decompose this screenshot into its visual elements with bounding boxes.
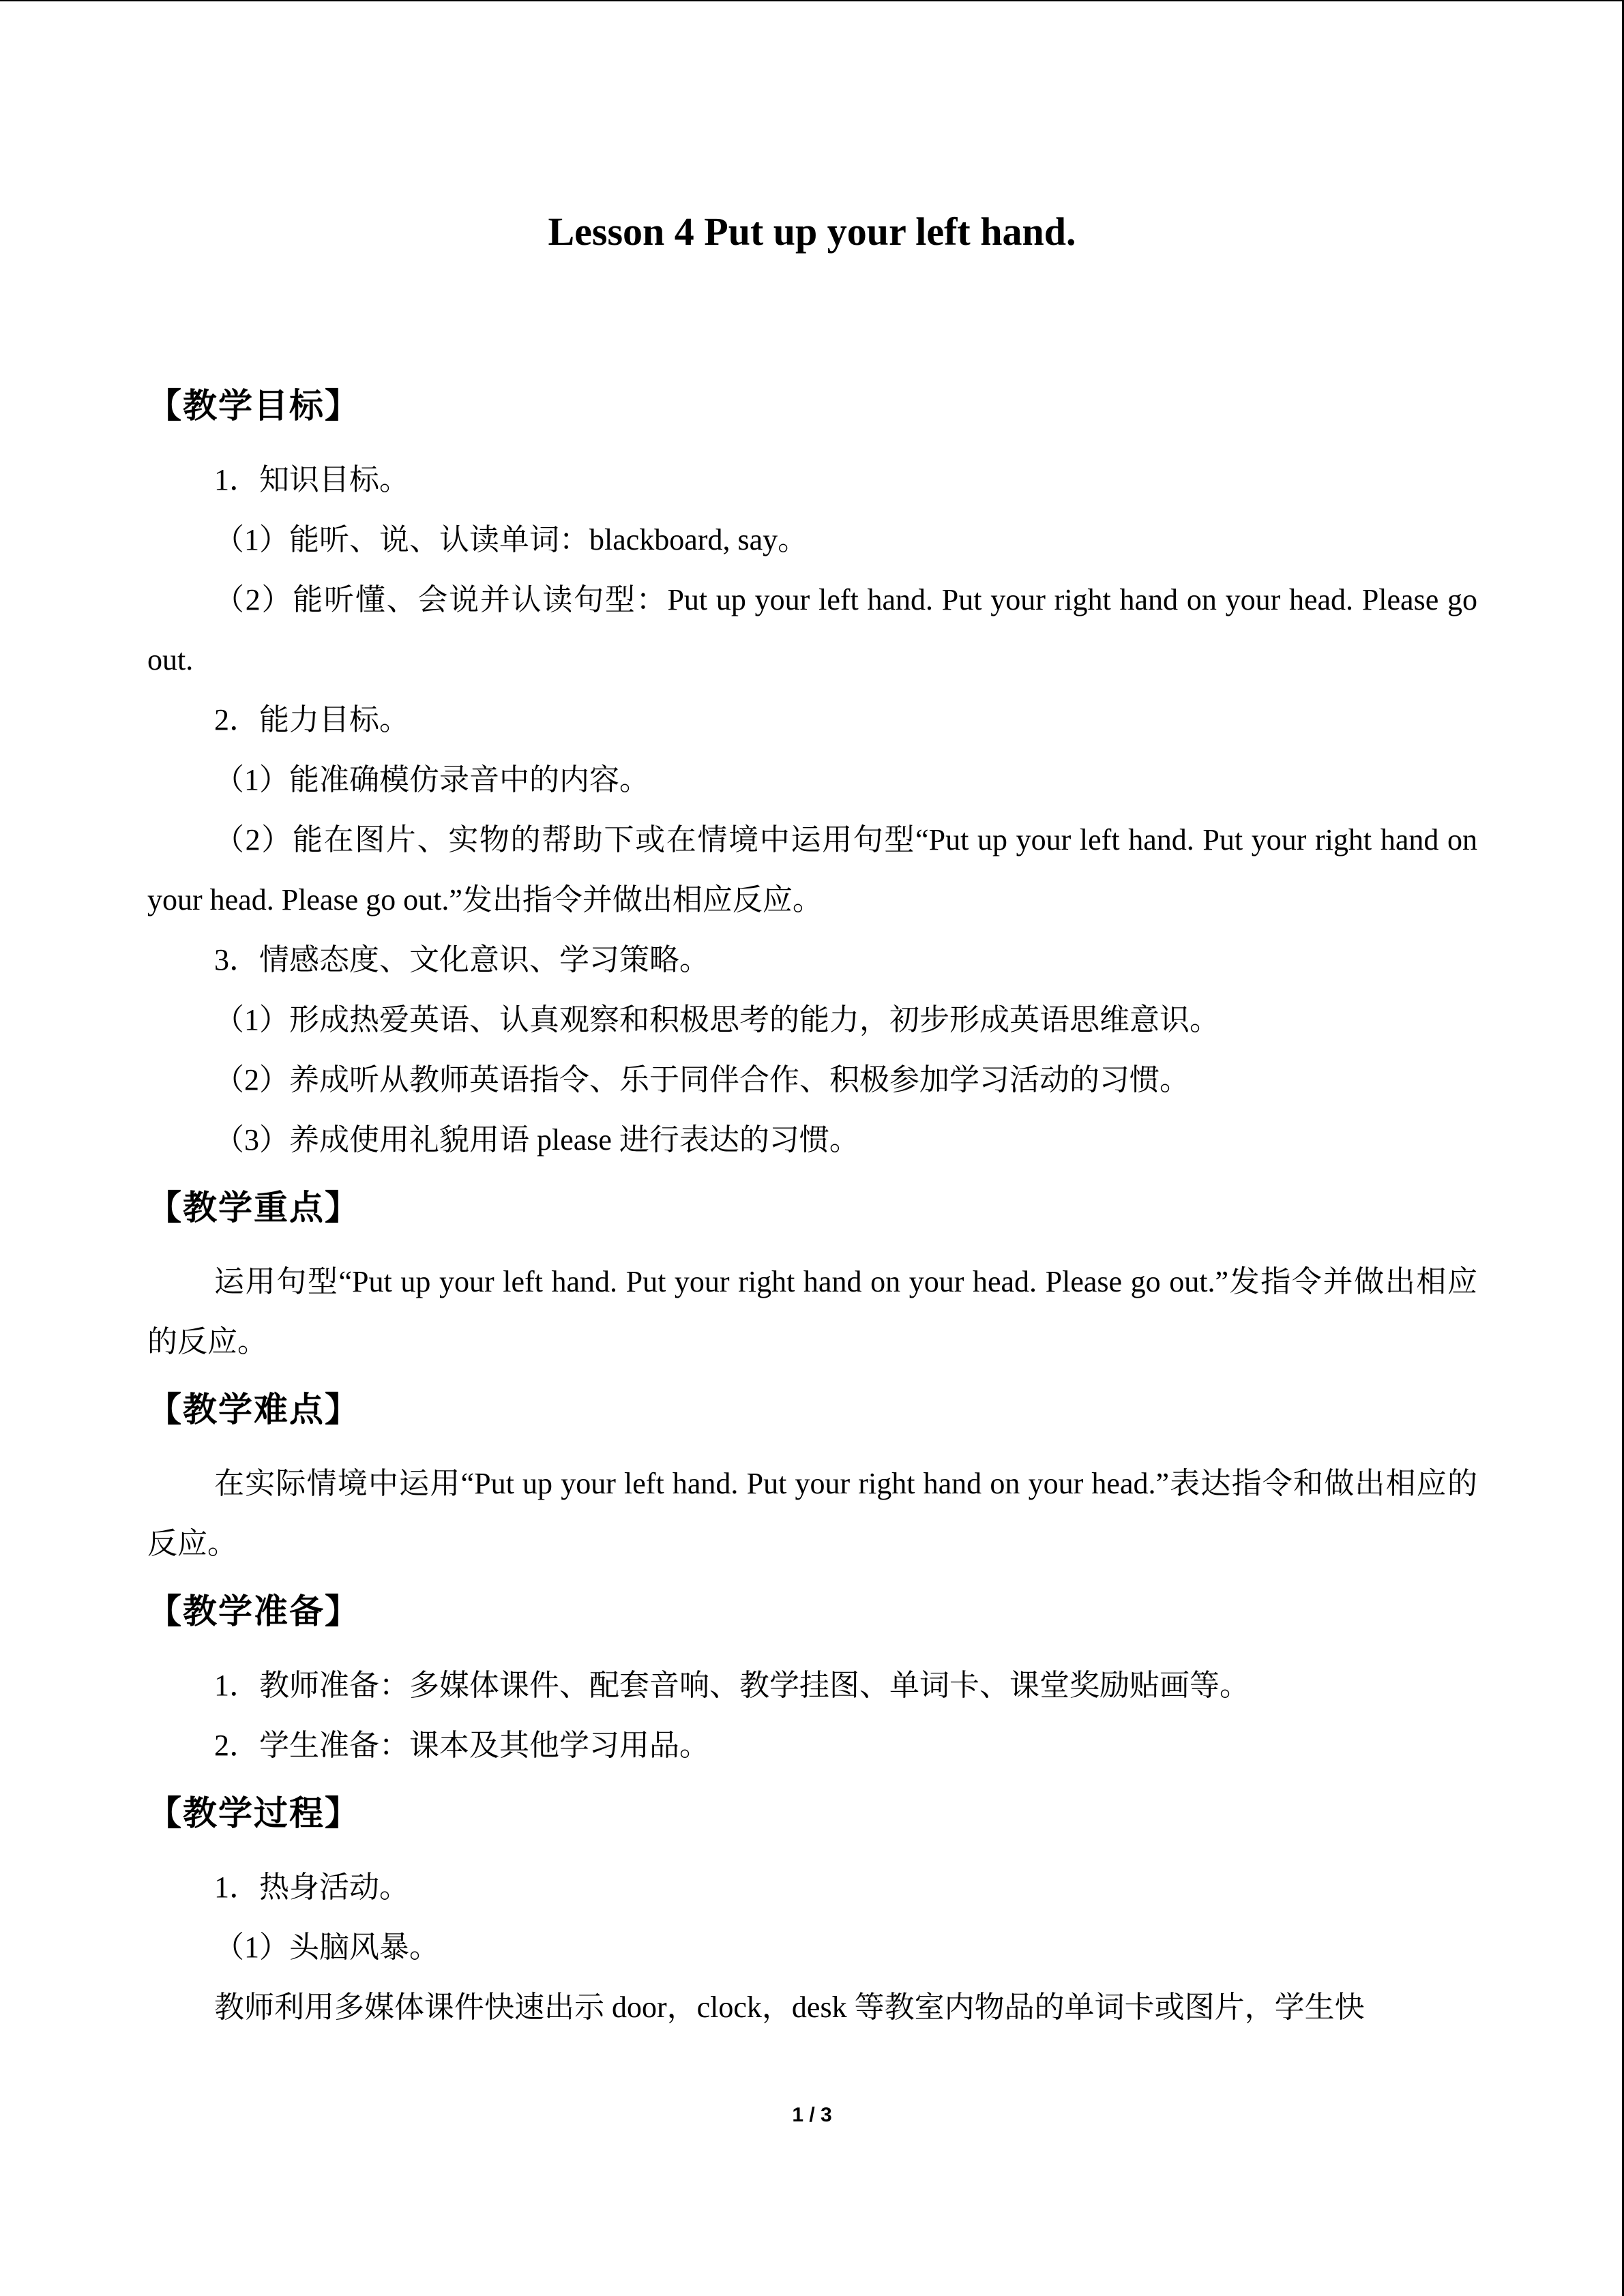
page-top-border bbox=[0, 0, 1624, 1]
heading-objectives: 【教学目标】 bbox=[147, 386, 360, 426]
objective-ability-2: （2）能在图片、实物的帮助下或在情境中运用句型“Put up your left hand. Put your right hand on your head. Please go out.”发出指令并做出相应反应。 bbox=[147, 823, 1477, 916]
objective-knowledge-1: （1）能听、说、认读单词：blackboard, say。 bbox=[214, 523, 808, 556]
process-warmup: 1．热身活动。 bbox=[214, 1870, 409, 1904]
objective-affective-3: （3）养成使用礼貌用语 please 进行表达的习惯。 bbox=[214, 1123, 859, 1157]
heading-difficulties: 【教学难点】 bbox=[147, 1390, 360, 1429]
heading-key-points: 【教学重点】 bbox=[147, 1188, 360, 1227]
key-points-text: 运用句型“Put up your left hand. Put your right hand on your head. Please go out.”发指令并做出相应的反应。 bbox=[147, 1265, 1477, 1358]
difficulties-text: 在实际情境中运用“Put up your left hand. Put your right hand on your head.”表达指令和做出相应的反应。 bbox=[147, 1467, 1477, 1560]
preparation-student: 2．学生准备：课本及其他学习用品。 bbox=[214, 1729, 709, 1762]
objective-affective-1: （1）形成热爱英语、认真观察和积极思考的能力，初步形成英语思维意识。 bbox=[214, 1003, 1220, 1037]
objective-knowledge: 1．知识目标。 bbox=[214, 463, 409, 496]
page-number: 1 / 3 bbox=[792, 2104, 832, 2126]
objective-ability: 2．能力目标。 bbox=[214, 703, 409, 736]
heading-process: 【教学过程】 bbox=[147, 1793, 360, 1833]
process-brainstorm-text: 教师利用多媒体课件快速出示 door，clock，desk 等教室内物品的单词卡或图片，学生快 bbox=[214, 1991, 1365, 2024]
document-body bbox=[147, 382, 1477, 2038]
heading-preparation: 【教学准备】 bbox=[147, 1592, 360, 1631]
preparation-teacher: 1．教师准备：多媒体课件、配套音响、教学挂图、单词卡、课堂奖励贴画等。 bbox=[214, 1669, 1250, 1702]
objective-ability-1: （1）能准确模仿录音中的内容。 bbox=[214, 763, 649, 796]
objective-knowledge-2: （2）能听懂、会说并认读句型：Put up your left hand. Put your right hand on your head. Please go out. bbox=[147, 583, 1477, 676]
process-brainstorm: （1）头脑风暴。 bbox=[214, 1930, 439, 1964]
objective-affective: 3．情感态度、文化意识、学习策略。 bbox=[214, 943, 709, 976]
document-title: Lesson 4 Put up your left hand. bbox=[548, 209, 1076, 254]
objective-affective-2: （2）养成听从教师英语指令、乐于同伴合作、积极参加学习活动的习惯。 bbox=[214, 1063, 1190, 1097]
